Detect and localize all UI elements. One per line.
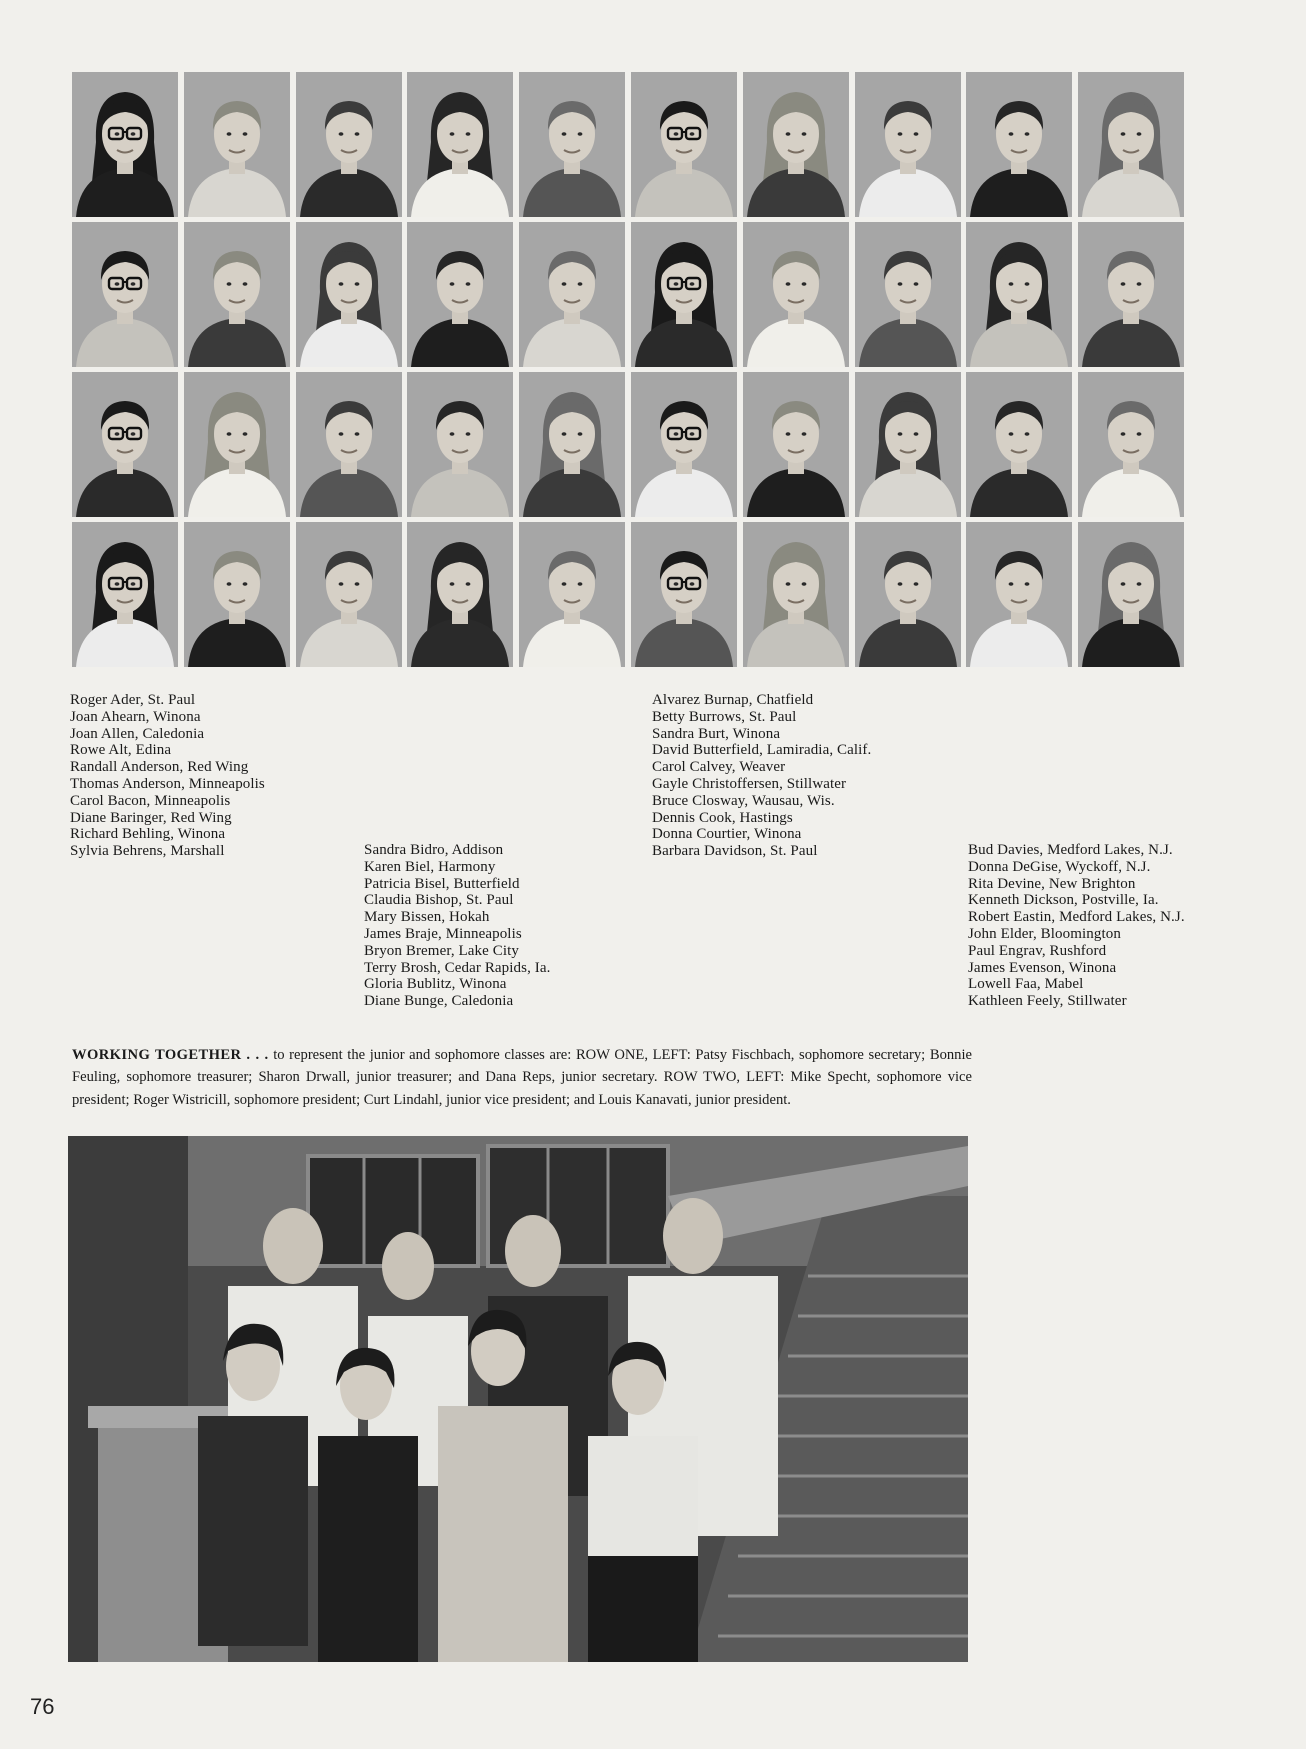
name-entry: Richard Behling, Winona (70, 826, 226, 843)
name-entry: Betty Burrows, St. Paul (652, 708, 797, 725)
name-entry: Joan Allen, Caledonia (70, 725, 205, 742)
person-portrait-icon (184, 72, 290, 217)
portrait-photo (72, 222, 178, 367)
portrait-photo (407, 372, 513, 517)
name-entry: Thomas Anderson, Minneapolis (70, 775, 265, 792)
portrait-photo (407, 72, 513, 217)
person-portrait-icon (855, 372, 961, 517)
person-portrait-icon (743, 222, 849, 367)
name-entry: James Evenson, Winona (968, 959, 1117, 976)
names-column-2 (364, 842, 551, 1010)
person-portrait-icon (855, 222, 961, 367)
person-portrait-icon (855, 522, 961, 667)
person-portrait-icon (966, 72, 1072, 217)
name-entry: Patricia Bisel, Butterfield (364, 875, 520, 892)
name-entry: Alvarez Burnap, Chatfield (652, 692, 814, 708)
person-portrait-icon (72, 222, 178, 367)
group-photo-caption (72, 1044, 972, 1112)
caption-lead: WORKING TOGETHER . . . (72, 1046, 269, 1063)
portrait-photo (519, 222, 625, 367)
person-portrait-icon (1078, 222, 1184, 367)
name-entry: Bud Davies, Medford Lakes, N.J. (968, 842, 1173, 858)
person-portrait-icon (1078, 72, 1184, 217)
group-photo (68, 1136, 968, 1662)
person-portrait-icon (631, 372, 737, 517)
person-portrait-icon (743, 72, 849, 217)
name-entry: Donna Courtier, Winona (652, 826, 802, 843)
name-entry: Dennis Cook, Hastings (652, 809, 793, 826)
portrait-grid (72, 72, 1180, 668)
page-number: 76 (30, 1694, 55, 1719)
portrait-photo (407, 522, 513, 667)
person-portrait-icon (296, 522, 402, 667)
name-entry: Mary Bissen, Hokah (364, 909, 490, 926)
portrait-photo (631, 372, 737, 517)
name-entry: Bruce Closway, Wausau, Wis. (652, 792, 835, 809)
name-entry: Donna DeGise, Wyckoff, N.J. (968, 858, 1151, 875)
portrait-photo (296, 522, 402, 667)
name-entry: Sylvia Behrens, Marshall (70, 843, 225, 860)
name-entry: Rowe Alt, Edina (70, 742, 172, 759)
name-entry: Terry Brosh, Cedar Rapids, Ia. (364, 959, 551, 976)
name-entry: Rita Devine, New Brighton (968, 875, 1136, 892)
name-entry: Claudia Bishop, St. Paul (364, 892, 514, 909)
portrait-photo (966, 222, 1072, 367)
person-portrait-icon (631, 522, 737, 667)
portrait-photo (519, 72, 625, 217)
name-entry: Gloria Bublitz, Winona (364, 976, 507, 993)
portrait-photo (966, 72, 1072, 217)
name-entry: Paul Engrav, Rushford (968, 942, 1107, 959)
portrait-photo (519, 372, 625, 517)
names-column-1 (70, 692, 265, 860)
portrait-photo (743, 522, 849, 667)
portrait-photo (184, 372, 290, 517)
name-entry: Sandra Burt, Winona (652, 725, 781, 742)
person-portrait-icon (855, 72, 961, 217)
portrait-photo (631, 522, 737, 667)
name-entry: Carol Bacon, Minneapolis (70, 792, 231, 809)
name-entry: Lowell Faa, Mabel (968, 976, 1084, 993)
person-portrait-icon (1078, 372, 1184, 517)
names-column-4 (968, 842, 1185, 1010)
person-portrait-icon (296, 222, 402, 367)
person-portrait-icon (296, 372, 402, 517)
name-entry: Joan Ahearn, Winona (70, 708, 201, 725)
portrait-photo (966, 372, 1072, 517)
person-portrait-icon (966, 222, 1072, 367)
person-portrait-icon (519, 372, 625, 517)
person-portrait-icon (966, 372, 1072, 517)
group-photo-image (68, 1136, 968, 1662)
person-portrait-icon (184, 222, 290, 367)
portrait-photo (631, 222, 737, 367)
person-portrait-icon (519, 72, 625, 217)
person-portrait-icon (407, 522, 513, 667)
portrait-photo (184, 72, 290, 217)
name-entry: Karen Biel, Harmony (364, 858, 496, 875)
person-portrait-icon (407, 222, 513, 367)
person-portrait-icon (296, 72, 402, 217)
person-portrait-icon (407, 72, 513, 217)
name-entry: Barbara Davidson, St. Paul (652, 843, 818, 860)
portrait-photo (72, 372, 178, 517)
person-portrait-icon (519, 222, 625, 367)
name-entry: James Braje, Minneapolis (364, 925, 522, 942)
portrait-photo (72, 72, 178, 217)
person-portrait-icon (631, 222, 737, 367)
person-portrait-icon (743, 522, 849, 667)
portrait-photo (72, 522, 178, 667)
name-entry: Bryon Bremer, Lake City (364, 942, 519, 959)
name-entry: David Butterfield, Lamiradia, Calif. (652, 742, 872, 759)
portrait-photo (296, 222, 402, 367)
person-portrait-icon (631, 72, 737, 217)
portrait-photo (631, 72, 737, 217)
name-entry: Sandra Bidro, Addison (364, 842, 504, 858)
names-column-3 (652, 692, 871, 860)
name-entry: Roger Ader, St. Paul (70, 692, 196, 708)
portrait-photo (855, 72, 961, 217)
person-portrait-icon (72, 72, 178, 217)
person-portrait-icon (184, 522, 290, 667)
name-entry: Kathleen Feely, Stillwater (968, 993, 1127, 1010)
person-portrait-icon (72, 522, 178, 667)
portrait-photo (855, 222, 961, 367)
portrait-photo (1078, 72, 1184, 217)
portrait-photo (1078, 222, 1184, 367)
portrait-photo (743, 72, 849, 217)
portrait-photo (1078, 372, 1184, 517)
name-entry: Gayle Christoffersen, Stillwater (652, 775, 847, 792)
name-entry: Kenneth Dickson, Postville, Ia. (968, 892, 1159, 909)
person-portrait-icon (1078, 522, 1184, 667)
name-entry: Carol Calvey, Weaver (652, 759, 786, 776)
portrait-photo (184, 222, 290, 367)
portrait-photo (855, 372, 961, 517)
person-portrait-icon (407, 372, 513, 517)
portrait-photo (743, 372, 849, 517)
name-entry: Robert Eastin, Medford Lakes, N.J. (968, 909, 1185, 926)
person-portrait-icon (184, 372, 290, 517)
person-portrait-icon (519, 522, 625, 667)
portrait-photo (1078, 522, 1184, 667)
portrait-photo (407, 222, 513, 367)
name-entry: John Elder, Bloomington (968, 925, 1121, 942)
person-portrait-icon (743, 372, 849, 517)
portrait-photo (743, 222, 849, 367)
portrait-photo (519, 522, 625, 667)
portrait-photo (966, 522, 1072, 667)
portrait-photo (296, 372, 402, 517)
name-entry: Diane Baringer, Red Wing (70, 809, 232, 826)
name-entry: Randall Anderson, Red Wing (70, 759, 249, 776)
person-portrait-icon (966, 522, 1072, 667)
portrait-photo (855, 522, 961, 667)
portrait-photo (184, 522, 290, 667)
person-portrait-icon (72, 372, 178, 517)
portrait-photo (296, 72, 402, 217)
name-entry: Diane Bunge, Caledonia (364, 993, 514, 1010)
caption-body: to represent the junior and sophomore classes are: ROW ONE, LEFT: Patsy Fischbach, sophomore secretary; Bonnie Feuling, sophomore treasurer; Sharon Drwall, junior treasurer; and Dana Reps, junior secretary. ROW TWO, LEFT: Mike Specht, sophomore vice president; Roger Wistricill, sophomore president; Curt Lindahl, junior vice president; and Louis Kanavati, junior president. (72, 1046, 973, 1108)
